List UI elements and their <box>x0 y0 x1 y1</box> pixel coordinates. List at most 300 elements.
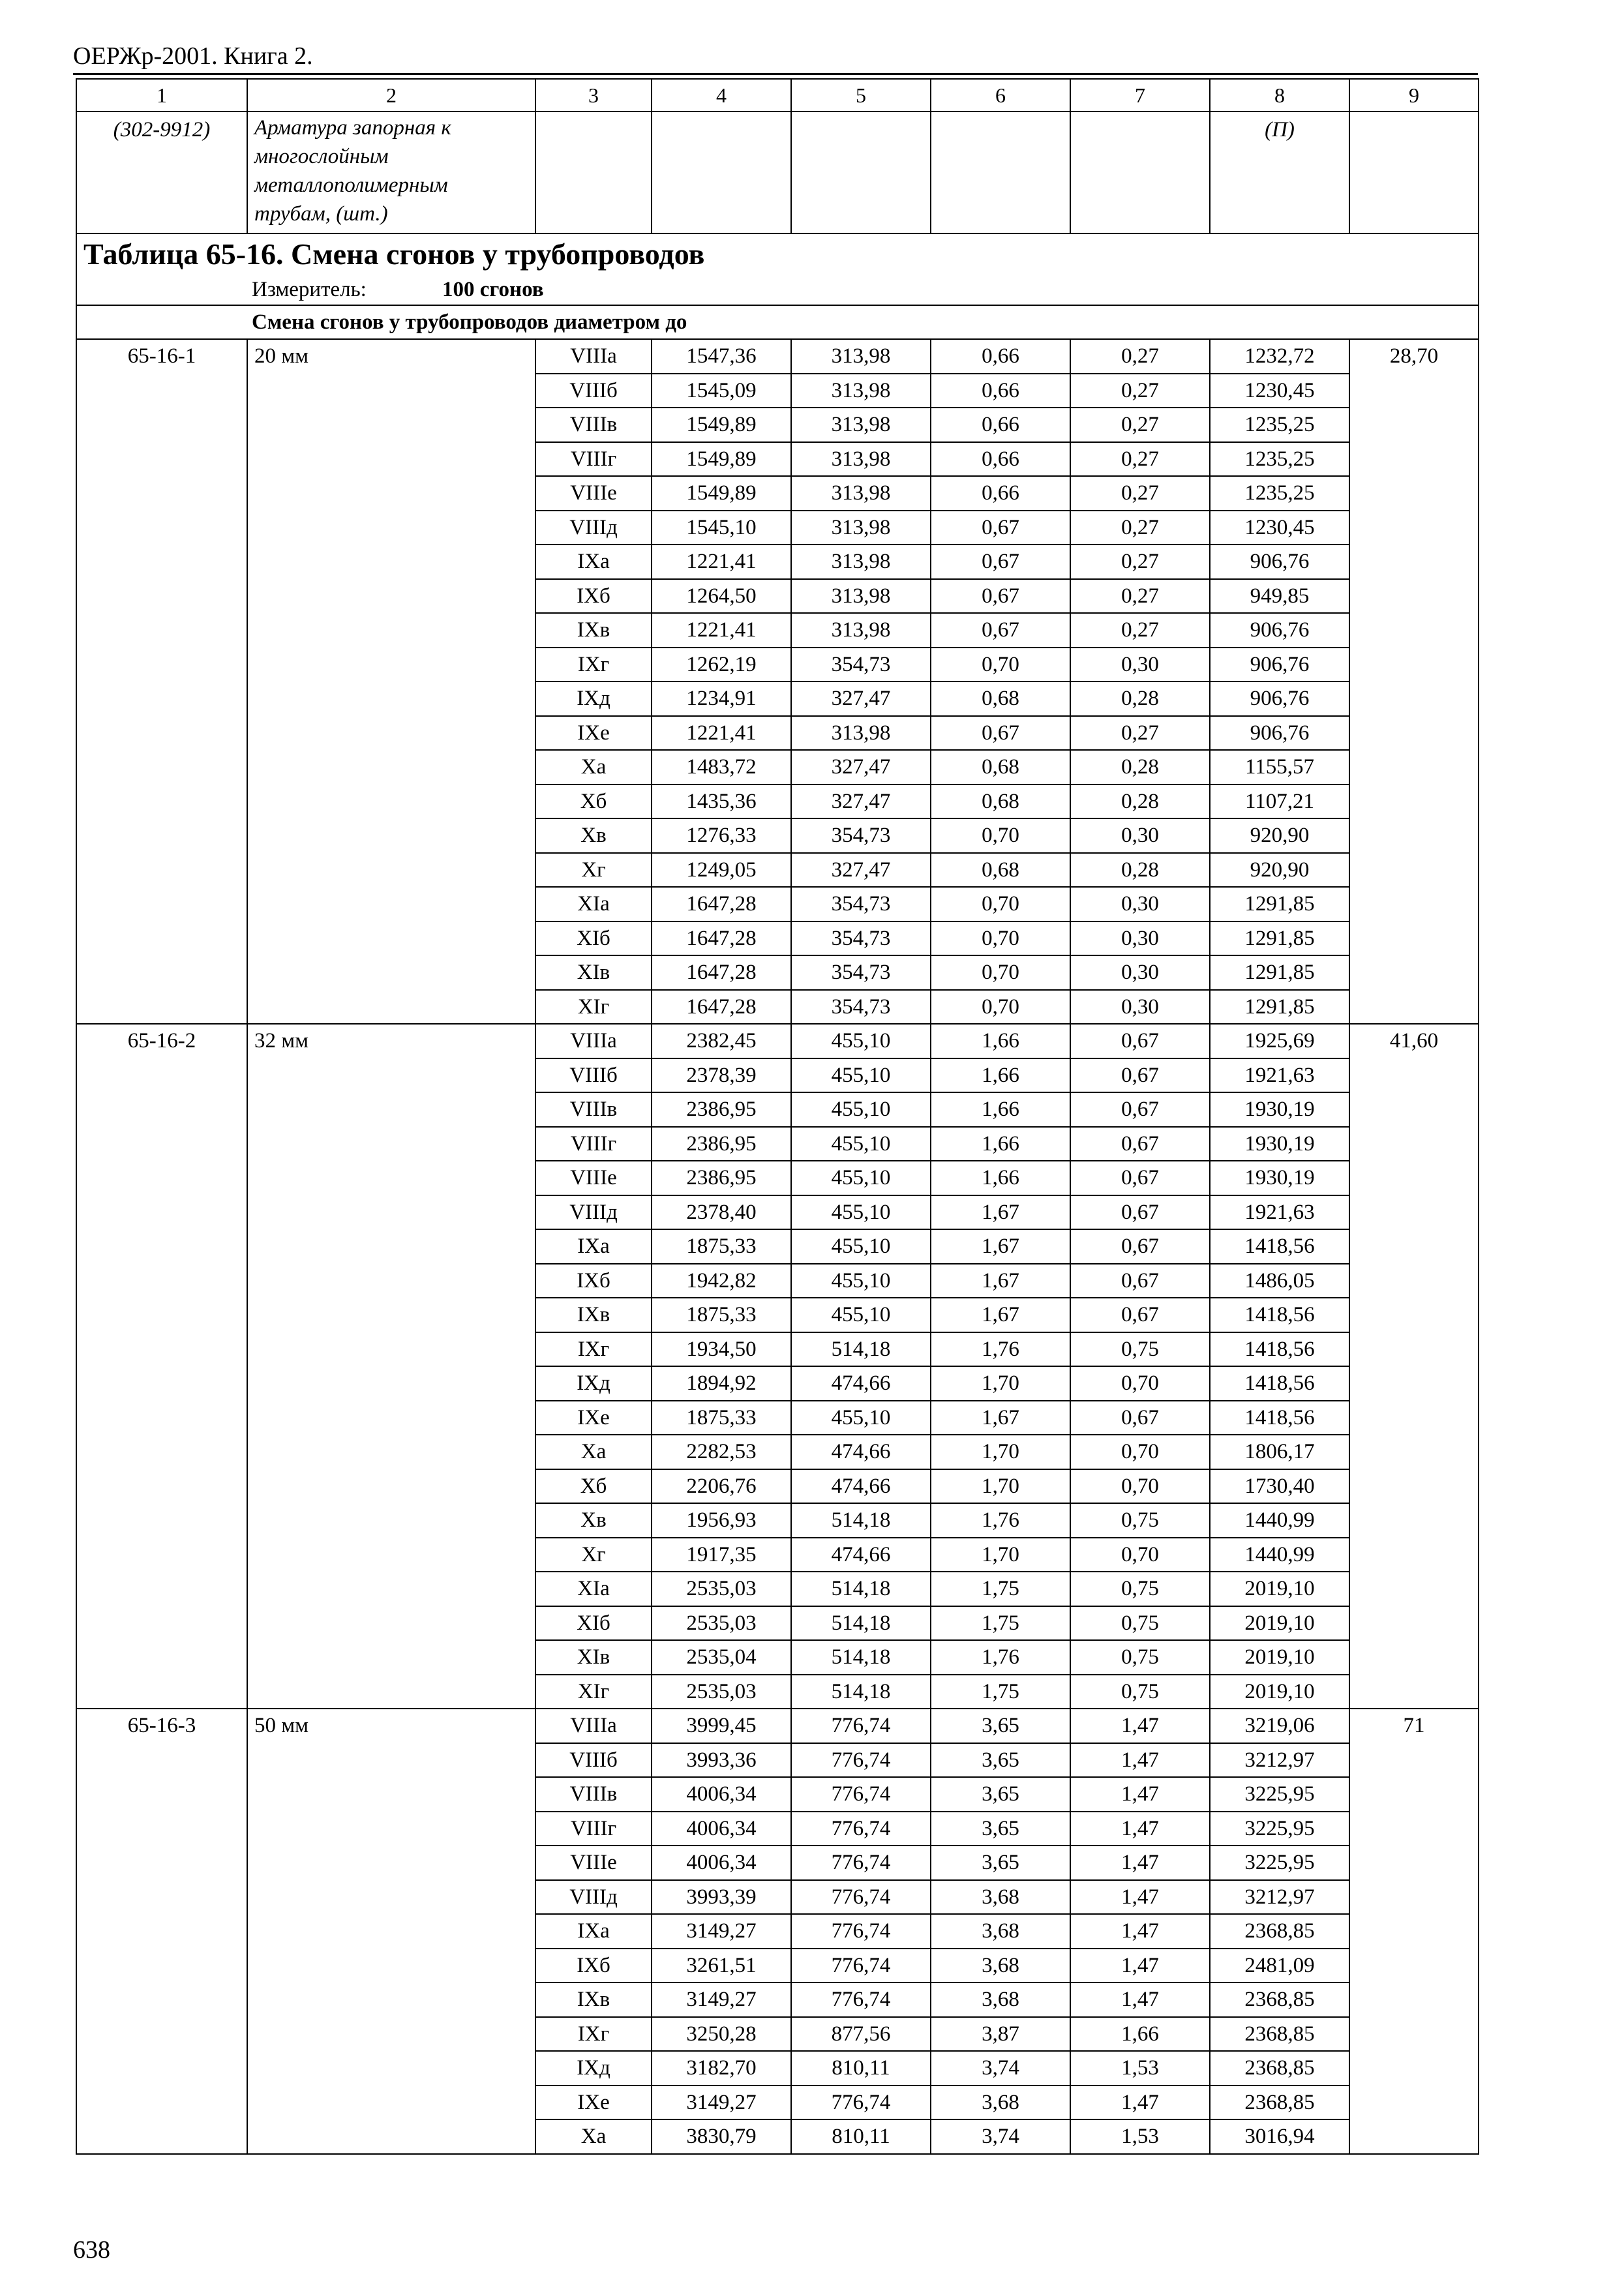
materials-cost: 2019,10 <box>1210 1606 1349 1641</box>
material-consumption: 28,70 <box>1349 339 1479 1024</box>
measure-label: Измеритель: <box>252 278 367 301</box>
labor-wages: 776,74 <box>791 1880 931 1915</box>
machine-cost: 3,87 <box>931 2017 1070 2052</box>
labor-wages: 514,18 <box>791 1503 931 1538</box>
empty-cell <box>652 112 791 233</box>
labor-wages: 455,10 <box>791 1127 931 1161</box>
zone-code: Xб <box>535 785 652 819</box>
machinist-wages: 1,47 <box>1070 1982 1210 2017</box>
machine-cost: 0,66 <box>931 374 1070 408</box>
machine-cost: 0,70 <box>931 921 1070 956</box>
machinist-wages: 0,75 <box>1070 1332 1210 1367</box>
direct-cost: 3993,39 <box>652 1880 791 1915</box>
zone-code: VIIIб <box>535 374 652 408</box>
column-number: 7 <box>1070 79 1210 112</box>
zone-code: IXв <box>535 1298 652 1332</box>
table-row <box>76 1709 1479 1743</box>
direct-cost: 2206,76 <box>652 1469 791 1504</box>
direct-cost: 3149,27 <box>652 1982 791 2017</box>
machinist-wages: 0,67 <box>1070 1195 1210 1230</box>
machinist-wages: 0,67 <box>1070 1058 1210 1093</box>
materials-cost: 1418,56 <box>1210 1229 1349 1264</box>
direct-cost: 1264,50 <box>652 579 791 614</box>
material-consumption: 71 <box>1349 1709 1479 2154</box>
machine-cost: 0,67 <box>931 716 1070 751</box>
zone-code: Xв <box>535 1503 652 1538</box>
machinist-wages: 0,70 <box>1070 1435 1210 1469</box>
table-title-row <box>76 233 1479 275</box>
column-number: 8 <box>1210 79 1349 112</box>
zone-code: VIIIд <box>535 511 652 545</box>
direct-cost: 1549,89 <box>652 442 791 477</box>
machine-cost: 3,74 <box>931 2051 1070 2086</box>
direct-cost: 1221,41 <box>652 716 791 751</box>
zone-code: IXб <box>535 1264 652 1298</box>
materials-cost: 1230,45 <box>1210 374 1349 408</box>
machinist-wages: 0,67 <box>1070 1092 1210 1127</box>
page-header: ОЕРЖр-2001. Книга 2. <box>73 42 313 70</box>
materials-cost: 1440,99 <box>1210 1538 1349 1572</box>
machine-cost: 0,70 <box>931 648 1070 682</box>
machinist-wages: 1,47 <box>1070 1743 1210 1778</box>
labor-wages: 455,10 <box>791 1264 931 1298</box>
zone-code: Xб <box>535 1469 652 1504</box>
materials-cost: 1291,85 <box>1210 921 1349 956</box>
machinist-wages: 0,75 <box>1070 1640 1210 1675</box>
machine-cost: 1,67 <box>931 1195 1070 1230</box>
labor-wages: 313,98 <box>791 442 931 477</box>
labor-wages: 776,74 <box>791 1743 931 1778</box>
machinist-wages: 0,67 <box>1070 1298 1210 1332</box>
materials-cost: 3225,95 <box>1210 1777 1349 1812</box>
zone-code: XIа <box>535 887 652 921</box>
materials-cost: 3225,95 <box>1210 1812 1349 1846</box>
zone-code: IXа <box>535 545 652 579</box>
rate-name: 32 мм <box>247 1024 535 1709</box>
labor-wages: 455,10 <box>791 1161 931 1195</box>
materials-cost: 1930,19 <box>1210 1161 1349 1195</box>
direct-cost: 2535,03 <box>652 1606 791 1641</box>
zone-code: Xа <box>535 750 652 785</box>
subtitle: Смена сгонов у трубопроводов диаметром до <box>252 310 687 334</box>
machine-cost: 0,66 <box>931 476 1070 511</box>
direct-cost: 1647,28 <box>652 921 791 956</box>
zone-code: IXб <box>535 579 652 614</box>
table-body <box>76 79 1479 2154</box>
table-row <box>76 339 1479 374</box>
labor-wages: 514,18 <box>791 1572 931 1606</box>
materials-cost: 1418,56 <box>1210 1366 1349 1401</box>
machine-cost: 0,70 <box>931 990 1070 1025</box>
machinist-wages: 0,27 <box>1070 408 1210 442</box>
materials-cost: 1291,85 <box>1210 955 1349 990</box>
zone-code: Xг <box>535 1538 652 1572</box>
machine-cost: 0,67 <box>931 579 1070 614</box>
materials-cost: 1921,63 <box>1210 1195 1349 1230</box>
zone-code: Xа <box>535 2119 652 2154</box>
direct-cost: 1934,50 <box>652 1332 791 1367</box>
column-number: 5 <box>791 79 931 112</box>
zone-code: IXв <box>535 613 652 648</box>
machine-cost: 1,70 <box>931 1435 1070 1469</box>
labor-wages: 313,98 <box>791 374 931 408</box>
zone-code: VIIIд <box>535 1880 652 1915</box>
labor-wages: 810,11 <box>791 2119 931 2154</box>
materials-cost: 3016,94 <box>1210 2119 1349 2154</box>
zone-code: IXд <box>535 1366 652 1401</box>
labor-wages: 327,47 <box>791 785 931 819</box>
labor-wages: 455,10 <box>791 1229 931 1264</box>
direct-cost: 1647,28 <box>652 990 791 1025</box>
materials-cost: 1235,25 <box>1210 442 1349 477</box>
zone-code: IXв <box>535 1982 652 2017</box>
materials-cost: 1107,21 <box>1210 785 1349 819</box>
direct-cost: 1262,19 <box>652 648 791 682</box>
machine-cost: 1,70 <box>931 1366 1070 1401</box>
labor-wages: 474,66 <box>791 1366 931 1401</box>
machine-cost: 1,66 <box>931 1092 1070 1127</box>
machinist-wages: 0,28 <box>1070 750 1210 785</box>
labor-wages: 474,66 <box>791 1469 931 1504</box>
previous-description: Арматура запорная к многослойным металлополимерным трубам, (шт.) <box>247 112 535 233</box>
machinist-wages: 1,47 <box>1070 1812 1210 1846</box>
empty-cell <box>931 112 1070 233</box>
direct-cost: 1647,28 <box>652 955 791 990</box>
materials-cost: 3219,06 <box>1210 1709 1349 1743</box>
zone-code: IXа <box>535 1914 652 1949</box>
machine-cost: 3,68 <box>931 2086 1070 2120</box>
zone-code: IXг <box>535 648 652 682</box>
direct-cost: 3149,27 <box>652 1914 791 1949</box>
materials-cost: 906,76 <box>1210 648 1349 682</box>
labor-wages: 474,66 <box>791 1538 931 1572</box>
materials-cost: 1930,19 <box>1210 1092 1349 1127</box>
page-number: 638 <box>73 2236 110 2264</box>
direct-cost: 4006,34 <box>652 1777 791 1812</box>
labor-wages: 776,74 <box>791 1846 931 1880</box>
machinist-wages: 0,27 <box>1070 476 1210 511</box>
zone-code: VIIIб <box>535 1743 652 1778</box>
zone-code: IXа <box>535 1229 652 1264</box>
machine-cost: 0,68 <box>931 750 1070 785</box>
direct-cost: 2282,53 <box>652 1435 791 1469</box>
rate-name: 20 мм <box>247 339 535 1024</box>
subtitle-cell <box>76 305 1479 339</box>
labor-wages: 455,10 <box>791 1401 931 1435</box>
materials-cost: 1440,99 <box>1210 1503 1349 1538</box>
zone-code: IXд <box>535 681 652 716</box>
direct-cost: 1483,72 <box>652 750 791 785</box>
labor-wages: 313,98 <box>791 511 931 545</box>
machine-cost: 1,66 <box>931 1161 1070 1195</box>
column-number-row <box>76 79 1479 112</box>
materials-cost: 906,76 <box>1210 545 1349 579</box>
machine-cost: 0,66 <box>931 339 1070 374</box>
direct-cost: 1956,93 <box>652 1503 791 1538</box>
machinist-wages: 0,27 <box>1070 374 1210 408</box>
machine-cost: 3,68 <box>931 1949 1070 1983</box>
machine-cost: 0,67 <box>931 511 1070 545</box>
labor-wages: 776,74 <box>791 2086 931 2120</box>
direct-cost: 2535,04 <box>652 1640 791 1675</box>
machinist-wages: 1,47 <box>1070 1777 1210 1812</box>
materials-cost: 3212,97 <box>1210 1880 1349 1915</box>
direct-cost: 2535,03 <box>652 1572 791 1606</box>
materials-cost: 1806,17 <box>1210 1435 1349 1469</box>
direct-cost: 1875,33 <box>652 1229 791 1264</box>
labor-wages: 810,11 <box>791 2051 931 2086</box>
column-number: 2 <box>247 79 535 112</box>
direct-cost: 2386,95 <box>652 1092 791 1127</box>
zone-code: IXг <box>535 1332 652 1367</box>
direct-cost: 1894,92 <box>652 1366 791 1401</box>
column-number: 3 <box>535 79 652 112</box>
zone-code: Xг <box>535 853 652 888</box>
machine-cost: 1,66 <box>931 1058 1070 1093</box>
direct-cost: 2378,39 <box>652 1058 791 1093</box>
labor-wages: 776,74 <box>791 1949 931 1983</box>
zone-code: VIIIг <box>535 442 652 477</box>
machine-cost: 1,75 <box>931 1606 1070 1641</box>
machinist-wages: 1,47 <box>1070 1949 1210 1983</box>
direct-cost: 1549,89 <box>652 408 791 442</box>
labor-wages: 313,98 <box>791 408 931 442</box>
labor-wages: 313,98 <box>791 339 931 374</box>
direct-cost: 3999,45 <box>652 1709 791 1743</box>
zone-code: VIIIв <box>535 1777 652 1812</box>
materials-cost: 1418,56 <box>1210 1298 1349 1332</box>
previous-code: (302-9912) <box>76 112 247 233</box>
materials-cost: 2481,09 <box>1210 1949 1349 1983</box>
materials-cost: 1232,72 <box>1210 339 1349 374</box>
zone-code: XIг <box>535 990 652 1025</box>
column-number: 9 <box>1349 79 1479 112</box>
machinist-wages: 0,67 <box>1070 1229 1210 1264</box>
materials-cost: 1235,25 <box>1210 408 1349 442</box>
rate-code: 65-16-3 <box>76 1709 247 2154</box>
rates-table <box>76 78 1479 2155</box>
zone-code: VIIIд <box>535 1195 652 1230</box>
labor-wages: 776,74 <box>791 1709 931 1743</box>
machinist-wages: 1,47 <box>1070 1880 1210 1915</box>
materials-cost: 1486,05 <box>1210 1264 1349 1298</box>
zone-code: IXб <box>535 1949 652 1983</box>
materials-cost: 1230,45 <box>1210 511 1349 545</box>
machine-cost: 1,76 <box>931 1332 1070 1367</box>
zone-code: VIIIг <box>535 1127 652 1161</box>
direct-cost: 1276,33 <box>652 818 791 853</box>
zone-code: VIIIв <box>535 1092 652 1127</box>
labor-wages: 776,74 <box>791 1777 931 1812</box>
materials-cost: 2368,85 <box>1210 1914 1349 1949</box>
table-row <box>76 1024 1479 1058</box>
labor-wages: 514,18 <box>791 1640 931 1675</box>
machine-cost: 1,76 <box>931 1640 1070 1675</box>
machinist-wages: 0,75 <box>1070 1503 1210 1538</box>
zone-code: Xа <box>535 1435 652 1469</box>
zone-code: XIб <box>535 1606 652 1641</box>
machine-cost: 3,68 <box>931 1880 1070 1915</box>
labor-wages: 313,98 <box>791 476 931 511</box>
labor-wages: 455,10 <box>791 1092 931 1127</box>
direct-cost: 1249,05 <box>652 853 791 888</box>
machine-cost: 1,66 <box>931 1127 1070 1161</box>
column-number: 1 <box>76 79 247 112</box>
measure-row <box>76 275 1479 305</box>
measure-value: 100 сгонов <box>442 278 544 301</box>
zone-code: Xв <box>535 818 652 853</box>
labor-wages: 514,18 <box>791 1332 931 1367</box>
labor-wages: 776,74 <box>791 1982 931 2017</box>
machine-cost: 1,70 <box>931 1469 1070 1504</box>
machine-cost: 3,68 <box>931 1914 1070 1949</box>
zone-code: VIIIг <box>535 1812 652 1846</box>
zone-code: IXг <box>535 2017 652 2052</box>
machine-cost: 1,67 <box>931 1229 1070 1264</box>
machinist-wages: 0,67 <box>1070 1401 1210 1435</box>
labor-wages: 354,73 <box>791 818 931 853</box>
materials-cost: 1925,69 <box>1210 1024 1349 1058</box>
labor-wages: 514,18 <box>791 1606 931 1641</box>
previous-unit-mark: (П) <box>1210 112 1349 233</box>
materials-cost: 2368,85 <box>1210 2051 1349 2086</box>
machinist-wages: 0,30 <box>1070 955 1210 990</box>
zone-code: VIIIв <box>535 408 652 442</box>
labor-wages: 313,98 <box>791 545 931 579</box>
labor-wages: 776,74 <box>791 1914 931 1949</box>
machinist-wages: 0,28 <box>1070 785 1210 819</box>
materials-cost: 949,85 <box>1210 579 1349 614</box>
materials-cost: 1418,56 <box>1210 1401 1349 1435</box>
machinist-wages: 0,67 <box>1070 1161 1210 1195</box>
machinist-wages: 0,27 <box>1070 545 1210 579</box>
zone-code: VIIIа <box>535 339 652 374</box>
machinist-wages: 0,27 <box>1070 716 1210 751</box>
materials-cost: 906,76 <box>1210 716 1349 751</box>
direct-cost: 1875,33 <box>652 1298 791 1332</box>
labor-wages: 877,56 <box>791 2017 931 2052</box>
direct-cost: 3250,28 <box>652 2017 791 2052</box>
machine-cost: 1,76 <box>931 1503 1070 1538</box>
zone-code: XIг <box>535 1675 652 1709</box>
materials-cost: 2019,10 <box>1210 1572 1349 1606</box>
direct-cost: 1221,41 <box>652 613 791 648</box>
machine-cost: 0,68 <box>931 785 1070 819</box>
machinist-wages: 0,30 <box>1070 990 1210 1025</box>
zone-code: VIIIа <box>535 1709 652 1743</box>
machinist-wages: 0,67 <box>1070 1264 1210 1298</box>
table-title: Таблица 65-16. Смена сгонов у трубопроводов <box>76 233 1479 275</box>
machine-cost: 1,75 <box>931 1572 1070 1606</box>
rate-name: 50 мм <box>247 1709 535 2154</box>
machine-cost: 0,70 <box>931 887 1070 921</box>
labor-wages: 327,47 <box>791 853 931 888</box>
materials-cost: 1730,40 <box>1210 1469 1349 1504</box>
material-consumption: 41,60 <box>1349 1024 1479 1709</box>
materials-cost: 1235,25 <box>1210 476 1349 511</box>
machinist-wages: 0,30 <box>1070 818 1210 853</box>
labor-wages: 514,18 <box>791 1675 931 1709</box>
direct-cost: 1875,33 <box>652 1401 791 1435</box>
column-number: 6 <box>931 79 1070 112</box>
machinist-wages: 0,27 <box>1070 339 1210 374</box>
labor-wages: 354,73 <box>791 990 931 1025</box>
labor-wages: 455,10 <box>791 1058 931 1093</box>
rate-code: 65-16-1 <box>76 339 247 1024</box>
direct-cost: 3830,79 <box>652 2119 791 2154</box>
zone-code: IXе <box>535 716 652 751</box>
materials-cost: 3225,95 <box>1210 1846 1349 1880</box>
labor-wages: 313,98 <box>791 613 931 648</box>
direct-cost: 1942,82 <box>652 1264 791 1298</box>
direct-cost: 2386,95 <box>652 1161 791 1195</box>
materials-cost: 2019,10 <box>1210 1640 1349 1675</box>
materials-cost: 1418,56 <box>1210 1332 1349 1367</box>
machinist-wages: 1,47 <box>1070 1914 1210 1949</box>
direct-cost: 1234,91 <box>652 681 791 716</box>
machinist-wages: 0,27 <box>1070 442 1210 477</box>
zone-code: XIв <box>535 1640 652 1675</box>
machinist-wages: 1,47 <box>1070 1709 1210 1743</box>
direct-cost: 1221,41 <box>652 545 791 579</box>
machinist-wages: 1,47 <box>1070 2086 1210 2120</box>
machine-cost: 3,65 <box>931 1743 1070 1778</box>
labor-wages: 354,73 <box>791 887 931 921</box>
labor-wages: 313,98 <box>791 579 931 614</box>
empty-cell <box>535 112 652 233</box>
machinist-wages: 0,30 <box>1070 887 1210 921</box>
machine-cost: 0,66 <box>931 442 1070 477</box>
machinist-wages: 0,70 <box>1070 1469 1210 1504</box>
direct-cost: 2535,03 <box>652 1675 791 1709</box>
labor-wages: 327,47 <box>791 750 931 785</box>
machinist-wages: 0,70 <box>1070 1366 1210 1401</box>
zone-code: VIIIе <box>535 1846 652 1880</box>
labor-wages: 327,47 <box>791 681 931 716</box>
labor-wages: 313,98 <box>791 716 931 751</box>
machinist-wages: 1,53 <box>1070 2119 1210 2154</box>
machinist-wages: 0,75 <box>1070 1675 1210 1709</box>
materials-cost: 3212,97 <box>1210 1743 1349 1778</box>
zone-code: XIв <box>535 955 652 990</box>
machine-cost: 1,67 <box>931 1264 1070 1298</box>
machine-cost: 3,74 <box>931 2119 1070 2154</box>
direct-cost: 1545,09 <box>652 374 791 408</box>
header-rule <box>73 73 1478 75</box>
materials-cost: 2368,85 <box>1210 2086 1349 2120</box>
machinist-wages: 0,27 <box>1070 579 1210 614</box>
direct-cost: 1435,36 <box>652 785 791 819</box>
materials-cost: 2368,85 <box>1210 1982 1349 2017</box>
empty-cell <box>791 112 931 233</box>
machinist-wages: 0,28 <box>1070 853 1210 888</box>
machinist-wages: 0,75 <box>1070 1606 1210 1641</box>
machine-cost: 3,65 <box>931 1846 1070 1880</box>
direct-cost: 1647,28 <box>652 887 791 921</box>
direct-cost: 4006,34 <box>652 1846 791 1880</box>
materials-cost: 906,76 <box>1210 681 1349 716</box>
machinist-wages: 0,67 <box>1070 1024 1210 1058</box>
machine-cost: 3,65 <box>931 1777 1070 1812</box>
machine-cost: 0,70 <box>931 955 1070 990</box>
direct-cost: 3993,36 <box>652 1743 791 1778</box>
machine-cost: 1,67 <box>931 1401 1070 1435</box>
machine-cost: 1,75 <box>931 1675 1070 1709</box>
materials-cost: 1930,19 <box>1210 1127 1349 1161</box>
direct-cost: 1917,35 <box>652 1538 791 1572</box>
machine-cost: 3,68 <box>931 1982 1070 2017</box>
machine-cost: 1,70 <box>931 1538 1070 1572</box>
